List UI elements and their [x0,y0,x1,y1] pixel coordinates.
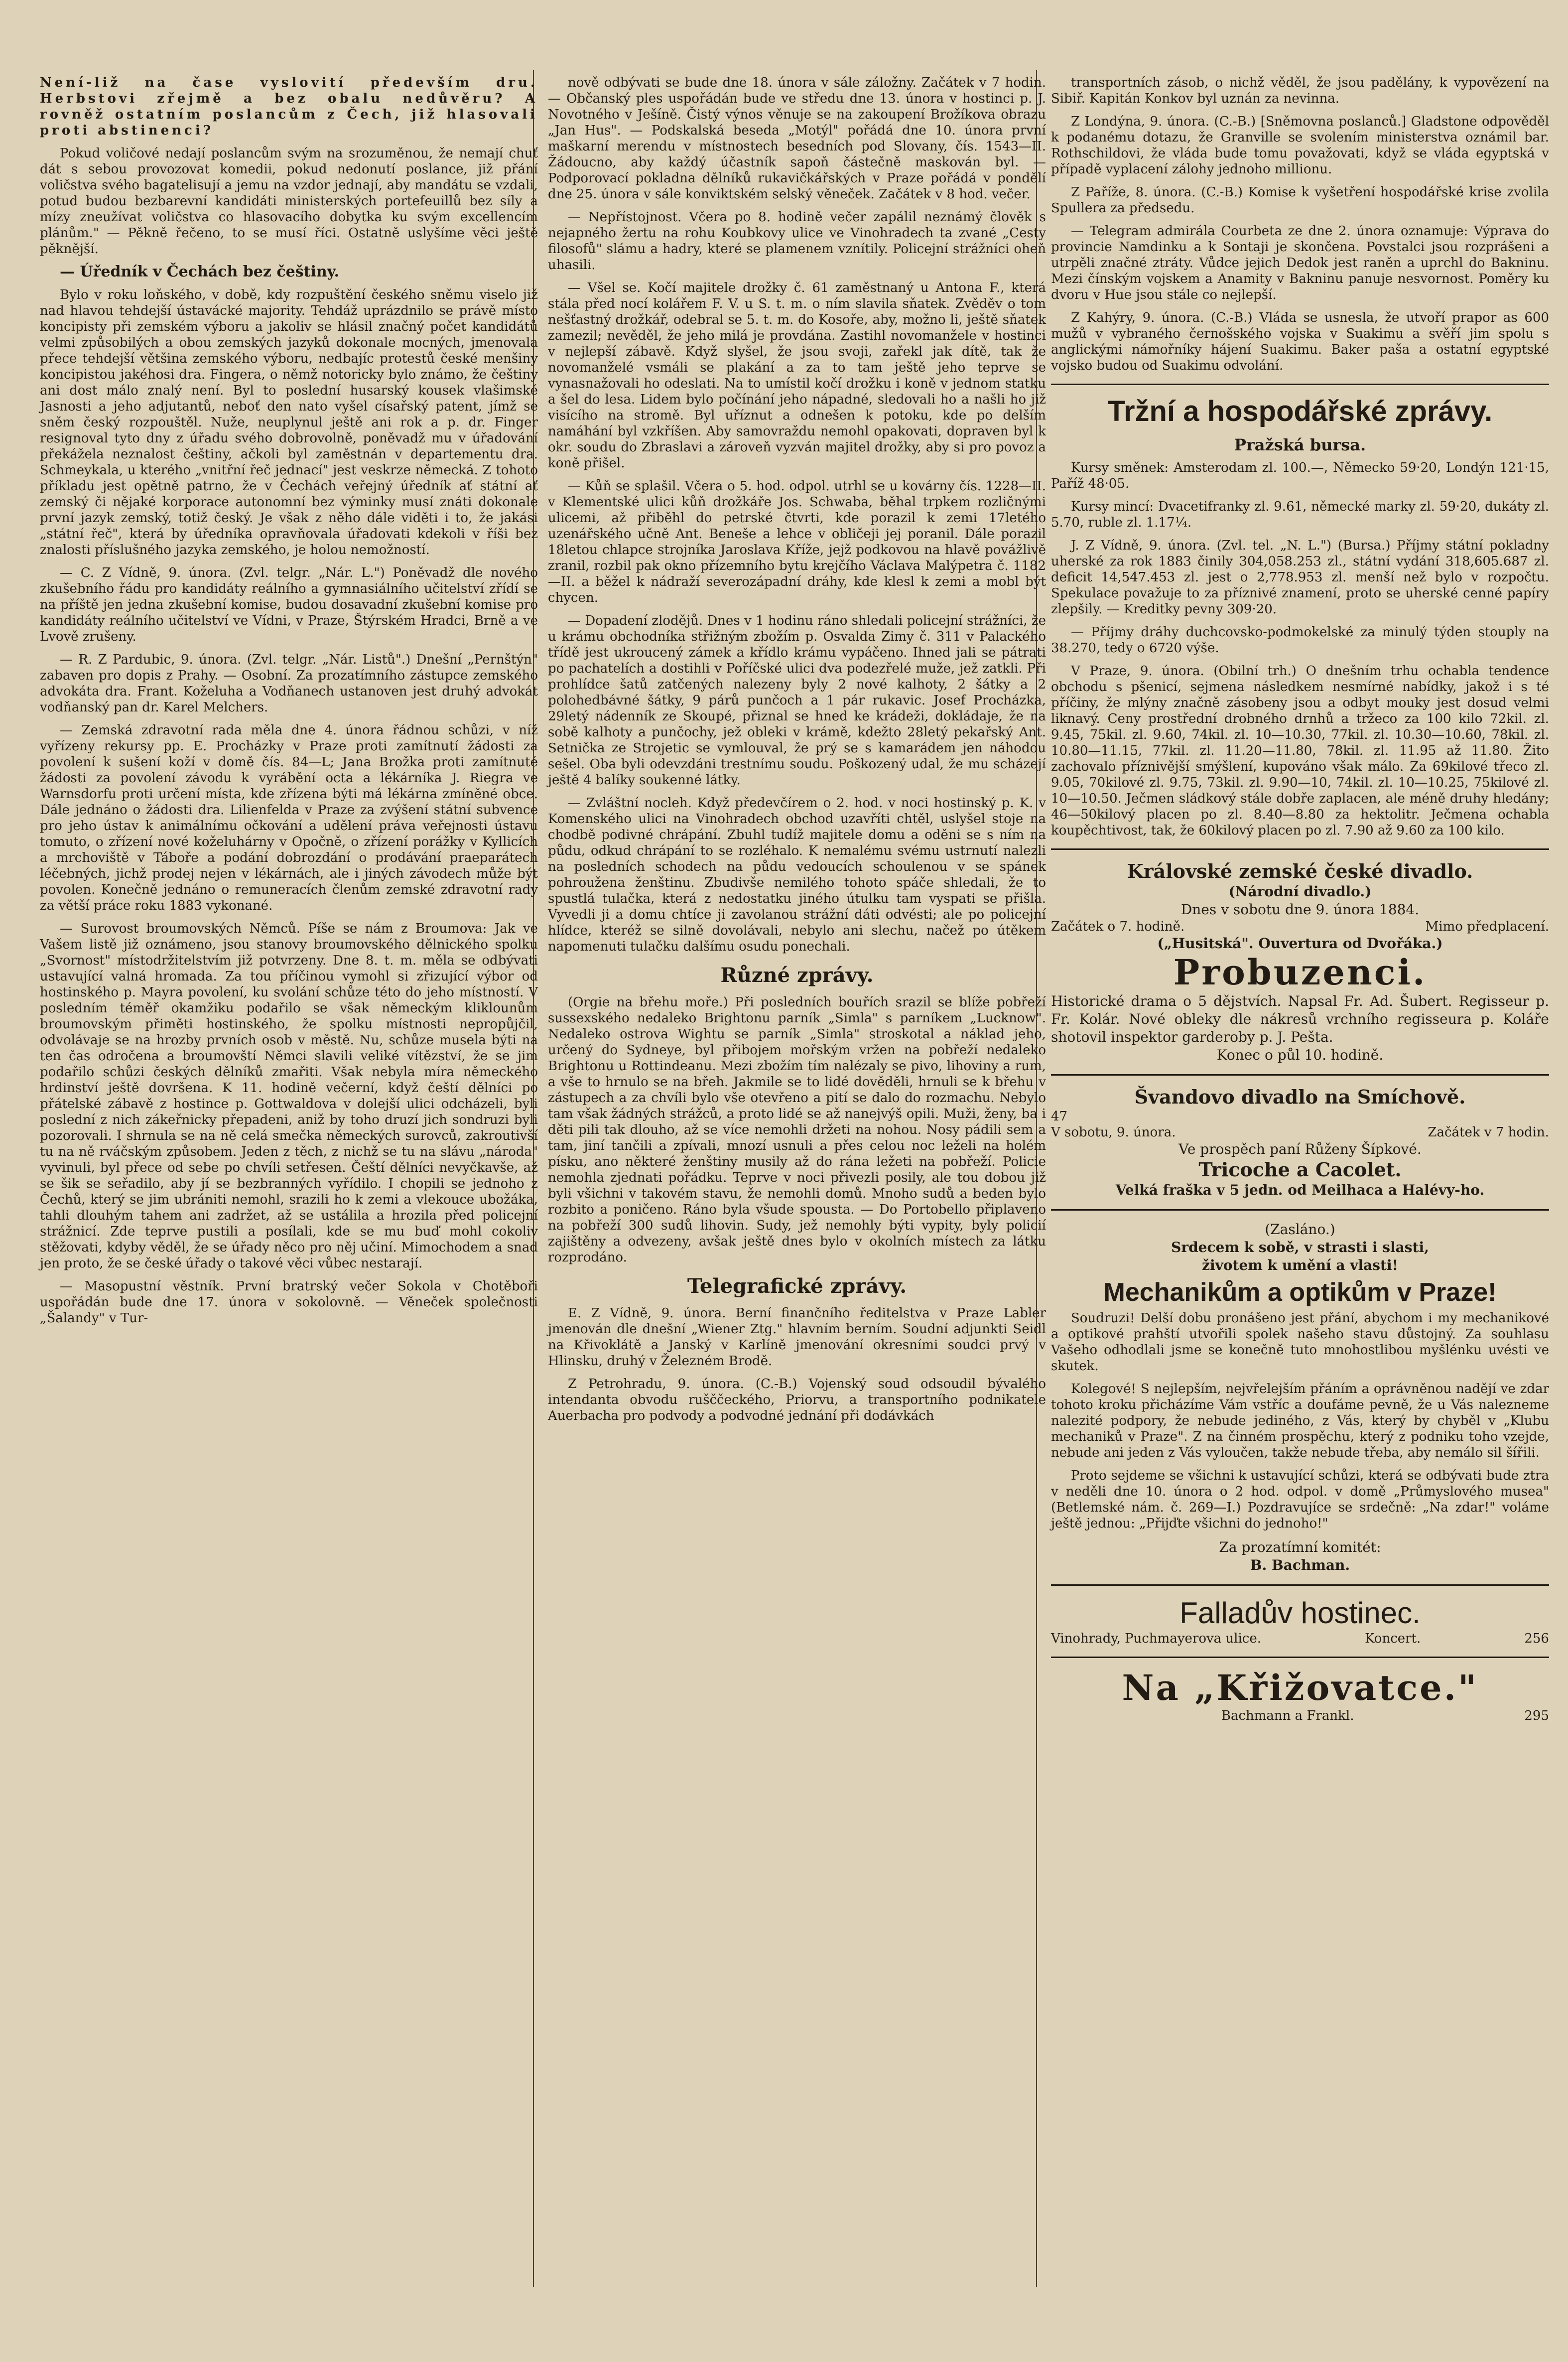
article-paragraph: E. Z Vídně, 9. února. Berní finančního ředitelstva v Praze Labler jmenován dle dnešní „Wiener Ztg." hlavním berním. Soudní adjunkti Seidl na Křivoklátě a Janský v Karlíně jmenování okresními soudci prvý v Hlinsku, druhý v Železném Brodě. [548,1306,1046,1369]
divider [1051,384,1549,385]
article-paragraph: transportních zásob, o nichž věděl, že jsou padělány, k vypovězení na Sibiř. Kapitán Konkov byl uznán za nevinna. [1051,75,1549,106]
article-paragraph: Pokud voličové nedají poslancům svým na srozuměnou, že nemají chuť dát s sebou provozovat komedii, pokud nedonutí poslance, již přání voličstva svého bagatelisují a jemu na vzdor jednají, aby mandátu se vzdali, potud budou bezbarevní kandidáti ministerských portefeuillů bez síly a mízy zneužívat voličstva co hlasovacího dobytka ku svým excellencím plánům." — Pěkně řečeno, to se musí říci. Ostatně uslyšíme věci ještě pěknější. [40,146,538,257]
ad-motto: Srdecem k sobě, v strasti i slasti, [1171,1239,1429,1255]
theatre-number: 47 [1051,1109,1068,1124]
article-paragraph: — Surovost broumovských Němců. Píše se nám z Broumova: Jak ve Vašem listě již oznámeno, jsou stanovy broumovského dělnického spolku „Svornost" místodržitelstvím již potvrzeny. Dne 8. t. m. měla se odbývati ustavující valná hromada. Za tou příčinou vymohl si zřizující výbor od hostinského p. Mayra povolení, ku svolání schůze této do jeho místností. V posledním téměř okamžiku podařilo se však německým kliklounům broumovským přiměti hostinského, že spolku místnosti nepropůjčil, odvolávaje se na hrozby prvních osob v městě. Nu, schůze musela býti na ten čas odročena a broumovští Němci slavili veliké vítězství, že se jim podařilo schůzi českých dělníků zmařiti. Však nebyla míra německého hrdinství ještě dovršena. K 11. hodině večerní, když čeští dělníci po přátelské zábavě z hostince p. Gottwaldova v dolejší ulici odcházeli, byli poslední z nich zákeřnicky přepadeni, aniž by toho druzí jich sondruzi byli pozorovali. I shrnula se na ně celá smečka německých surovců, zakroutivší tu na ně rváčským způsobem. Jeden z těch, z nichž se tu na slávu „národa" vyvinuli, byl přece od sebe po chvíli setřesen. Čeští dělníci nevyčkavše, až se šik se seřadilo, aby jí se bezbranných vyřídilo. I chopili se jednoho z Čechů, který se jim ubrániti nemohl, srazili ho k zemi a vlekouce ubožáka, tahli dlouhým tahem ani zadržet, až se ustálila a hrozila před policejní strážnicí. Zde teprve pustili a posílali, kde se mu buď mohl cokoliv stěžovati, kdyby věděl, že se úřady něco pro něj učiní. Mimochodem a snad jen proto, že se české úřady o takové věci vůbec nestarají. [40,921,538,1271]
article-paragraph: — Dopadení zlodějů. Dnes v 1 hodinu ráno shledali policejní strážníci, že u krámu obchodníka střižným zbožím p. Osvalda Zimy č. 311 v Palackého třídě jest ukroucený zámek a křídlo krámu vypáčeno. Ihned jali se pátrati po pachatelích a dostihli v Poříčské ulici dva podezřelé muže, jež zatkli. Při prohlídce šatů zatčených nalezeny byly 2 nové kalhoty, 2 šátky a 2 polohedbávné šátky, 9 párů punčoch a 1 pár rukavic. Josef Procházka, 29letý nádenník ze Skoupé, přiznal se hned ke krádeži, dokládaje, že na sobě kalhoty a punčochy, jež obleki v krámě, kdežto 28letý pekařský Ant. Setnička ze Strojetic se vymlouval, že prý se s kamarádem jen náhodou sešel. Oba byli odevzdáni trestnímu soudu. Poškozený udal, že mu scházejí ještě 4 balíky soukenné látky. [548,613,1046,788]
article-paragraph: nově odbývati se bude dne 18. února v sále záložny. Začátek v 7 hodin. — Občanský ples uspořádán bude ve středu dne 13. února v hostinci p. J. Novotného v Ješíně. Čistý výnos věnuje se na zakoupení Brožíkova obrazu „Jan Hus". — Podskalská beseda „Motýl" pořádá dne 10. února první maškarní merendu v místnostech besedních pod Slovany, čís. 1543—II. Žádoucno, aby každý účastník sapoň částečně maskován byl. — Podporovací pokladna dělníků rukavičkářských v Praze pořádá v pondělí dne 25. února v sále konviktském selský věneček. Začátek v 8 hod. večer. [548,75,1046,202]
ad-signature: B. Bachman. [1250,1557,1350,1573]
subheading-bursa: Pražská bursa. [1234,435,1366,454]
article-heading: — Úředník v Čechách bez češtiny. [60,263,340,280]
inn-ad-krizovatka [1051,1668,1549,1724]
ad-body: Kolegové! S nejlepším, nejvřelejším přáním a oprávněnou nadějí ve zdar tohoto kroku přicházíme Vám vstříc a doufáme pevně, že u Vás nalezneme nalezité podpory, že nebude jediného, z Vás, který by chyběl v „Klubu mechaniků v Praze". Z na činném prospěchu, který z podniku toho vzejde, nebude ani jeden z Vás vyloučen, takže nebude třeba, aby nemálo sil šířili. [1051,1382,1549,1460]
article-paragraph: — C. Z Vídně, 9. února. (Zvl. telgr. „Nár. L.") Poněvadž dle nového zkušebního řádu pro kandidáty reálního a gymnasiálního učitelství zřídí se na příště jen jedna zkušební komise, budou dosavadní zkušební komise pro kandidáty reálního učitelství ve Vídni, v Praze, Štýrském Hradci, Brně a ve Lvově zrušeny. [40,565,538,644]
ad-concert: Koncert. [1365,1631,1421,1646]
column-1 [40,75,538,1333]
article-paragraph: — Telegram admirála Courbeta ze dne 2. února oznamuje: Výprava do provincie Namdinku a k Sontaji je skončena. Povstalci jsou rozprášeni a utrpěli značné ztráty. Vůdce jejich Dedok jest raněn a uprchl do Bakninu. Mezi čínským vojskem a Anamity v Bakninu panuje nesvornost. Poměry ku dvoru v Hue jsou stále co nejlepší. [1051,224,1549,302]
theatre-description: Velká fraška v 5 jedn. od Meilhaca a Halévy-ho. [1115,1182,1485,1198]
article-paragraph: Z Paříže, 8. února. (C.-B.) Komise k vyšetření hospodářské krise zvolila Spullera za předsedu. [1051,185,1549,216]
theatre-play: Tricoche a Cacolet. [1198,1158,1402,1181]
theatre-subtitle: (Národní divadlo.) [1228,883,1372,900]
theatre-start: Začátek v 7 hodin. [1428,1125,1549,1140]
article-paragraph: Z Petrohradu, 9. února. (C.-B.) Vojenský soud odsoudil bývalého intendanta obvodu rušččeckého, Priorvu, a transportního podnikatele Auerbacha pro podvody a podvodné jednání při dodávkách [548,1377,1046,1423]
theatre-ad-national [1051,860,1549,1064]
article-paragraph: (Orgie na břehu moře.) Při posledních bouřích srazil se blíže pobřeží sussexského nedaleko Brightonu parník „Simla" s parníkem „Lucknow". Nedaleko ostrova Wightu se parník „Simla" stroskotal a náklad jeho, určený do Sydneye, byl přibojem mořským vržen na pobřeží nedaleko Brightonu u Rottindeanu. Mezi zbožím tím nalézaly se pivo, lihoviny a rum, a vše to hrnulo se na břeh. Jakmile se to lidé dověděli, hrnuli se k břehu v zástupech a za chvíli bylo vše otevřeno a pití se dalo do rozmachu. Nebylo tam však žádných strážců, a proto lidé se až nanejvýš opili. Muži, ženy, ba i děti pili tak dlouho, až se více nemohli držeti na nohou. Nosy pádili sem a tam, jiní tančili a zpívali, mnozí usnuli a přes celou noc leželi na holém písku, ano některé ženštiny musily až do rána ležeti na pobřeží. Policie nemohla zjednati pořádku. Teprve v noci přivezli posily, ale tou dobou již byli všichni v takovém stavu, že nemohli domů. Mnoho sudů a beden bylo rozbito a poničeno. Ráno byla všude spousta. — Do Portobello připlaveno na pobřeží 300 sudů lihovin. Sudy, jež nemohly býti vypity, byly policií zajištěny a odvezeny, avšak ještě dnes bylo v okolních místech za látku rozprodáno. [548,995,1046,1265]
article-paragraph: — R. Z Pardubic, 9. února. (Zvl. telgr. „Nár. Listů".) Dnešní „Pernštýn" zabaven pro dopis z Prahy. — Osobní. Za prozatímního zástupce zemského advokáta dra. Frant. Koželuha a Vodňanech ustanoven jest druhý advokát vodňanský pan dr. Karel Melchers. [40,652,538,715]
theatre-play: Probuzenci. [1173,952,1427,993]
ad-note: (Zasláno.) [1265,1221,1335,1238]
section-heading-telegraficke: Telegrafické zprávy. [687,1274,907,1298]
article-paragraph: — Nepřístojnost. Včera po 8. hodině večer zapálil neznámý člověk s nejapného žertu na rohu Koubkovy ulice ve Vinohradech ta zvané „Cesty filosofů" slámu a hadry, které se plamenem vznítily. Policejní strážníci oheň uhasili. [548,210,1046,273]
column-2 [548,75,1046,1431]
section-heading-ruzne: Různé zprávy. [720,964,874,987]
theatre-overture: („Husitská". Ouvertura od Dvořáka.) [1157,935,1443,952]
column-3 [1051,75,1549,1729]
article-paragraph: — Příjmy dráhy duchcovsko-podmokelské za minulý týden stouply na 38.270, tedy o 6720 výše. [1051,625,1549,656]
ad-code: 295 [1524,1708,1549,1723]
theatre-description: Historické drama o 5 dějstvích. Napsal Fr. Ad. Šubert. Regisseur p. Fr. Kolár. Nové obleky dle nákresů vrchního regisseura p. Koláře shotovil inspektor garderoby p. J. Pešta. [1051,993,1549,1045]
theatre-ad-svanda [1051,1086,1549,1199]
ad-title: Falladův hostinec. [1179,1596,1421,1630]
ad-title: Na „Křižovatce." [1122,1667,1478,1708]
article-lead: Není-liž na čase vyslovití především dru. Herbstovi zřejmě a bez obalu nedůvěru? A rovněž ostatním poslancům z Čech, již hlasovali proti abstinenci? [40,75,538,138]
article-paragraph: — Zvláštní nocleh. Když předevčírem o 2. hod. v noci hostinský p. K. v Komenského ulici na Vinohradech obchod uzavříti chtěl, uslyšel stoje na chodbě podivné chrápání. Zbuhl tudíž majitele domu a oděni se s ním na půdu, odkud chrápání to se rozléhalo. K nemalému svému ustrnutí nalezli na posledních schodech na půdu vedoucích schoulenou v se spánek pohroužena ženštinu. Zbudivše nemilého tohoto spáče shledali, že to spustlá tulačka, která z nedostatku jiného útulku tam vyspati se přišla. Vyvedli ji a domu chtíce ji zavolanou strážní dáti odvésti; ale po policejní hlídce, kteréž se silně dovolávali, nebylo ani slechu, načež po útěkem napomenuti tulačku dalšímu osudu ponechali. [548,796,1046,954]
ad-body: Soudruzi! Delší dobu pronášeno jest přání, abychom i my mechanikové a optikové prahští utvořili spolek našeho stavu důstojný. Za souhlasu Vašeho odhodlali jsme se konečně tuto mnohostlibou myšlénku uvésti ve skutek. [1051,1311,1549,1374]
theatre-title: Švandovo divadlo na Smíchově. [1134,1086,1466,1108]
theatre-date: Dnes v sobotu dne 9. února 1884. [1180,901,1420,918]
section-heading-trzni: Tržní a hospodářské zprávy. [1107,395,1493,427]
article-paragraph: — Masopustní věstník. První bratrský večer Sokola v Chotěboři uspořádán bude dne 17. února v sokolovně. — Věneček společnosti „Šalandy" v Tur- [40,1279,538,1326]
article-paragraph: Kursy mincí: Dvacetifranky zl. 9.61, německé marky zl. 59·20, dukáty zl. 5.70, ruble zl. 1.17¼. [1051,499,1549,530]
ad-motto: životem k umění a vlasti! [1202,1257,1398,1273]
article-paragraph: J. Z Vídně, 9. února. (Zvl. tel. „N. L.") (Bursa.) Příjmy státní pokladny uherské za rok 1883 činily 304,058.253 zl., státní vydání 318,605.687 zl. deficit 14,547.453 zl. jest o 2,778.953 zl. menší než bylo v rozpočtu. Spekulace považuje to za příznivé znamení, proto se uherské cenné papíry zlepšily. — Kreditky pevny 309·20. [1051,538,1549,617]
article-paragraph: Z Londýna, 9. února. (C.-B.) [Sněmovna poslanců.] Gladstone odpověděl k podanému dotazu, že Granville se svolením ministerstva oznámil bar. Rothschildovi, že vláda bude tomu považovati, když se vláda egyptská v případě vyplacení zálohy jednoho millionu. [1051,114,1549,177]
theatre-extra: Mimo předplacení. [1425,919,1549,934]
ad-sign-label: Za prozatímní komitét: [1219,1539,1381,1555]
inn-ad-fallada [1051,1596,1549,1647]
club-ad [1051,1221,1549,1574]
theatre-start: Začátek o 7. hodině. [1051,919,1185,934]
ad-code: 256 [1524,1631,1549,1646]
ad-body: Proto sejdeme se všichni k ustavující schůzi, která se odbývati bude ztra v neděli dne 10. února o 2 hod. odpol. v domě „Průmyslového musea" (Betlemské nám. č. 269—I.) Pozdravujíce se srdečně: „Na zdar!" voláme ještě jednou: „Přijďte všichni do jednoho!" [1051,1468,1549,1531]
ad-title: Mechanikům a optikům v Praze! [1103,1278,1497,1307]
article-paragraph: Kursy směnek: Amsterodam zl. 100.—, Německo 59·20, Londýn 121·15, Paříž 48·05. [1051,460,1549,491]
article-paragraph: V Praze, 9. února. (Obilní trh.) O dnešním trhu ochabla tendence obchodu s pšenicí, sejmena následkem nesmírné nabídky, jakož i s té příčiny, že mlýny značně zásobeny jsou a odbyt mouky jest dosud velmi liknavý. Ceny prostřední drobného drnhů a tržeco za 100 kilo 72kil. zl. 9.45, 75kil. zl. 9.60, 74kil. zl. 10—10.30, 77kil. zl. 10.30—10.60, 78kil. zl. 10.80—11.15, 77kil. zl. 11.20—11.80, 78kil. zl. 11.95 až 11.80. Žito zachovalo příznivější smýšlení, kupováno však málo. Za 69kilové třeco zl. 9.05, 70kilové zl. 9.75, 73kil. zl. 9.90—10, 74kil. zl. 10—10.25, 75kilové zl. 10—10.50. Ječmen sládkový stále dobře zaplacen, ale méně druhy hledány; 46—50kilový placen po zl. 8.40—8.80 za hektolitr. Ječmena ochabla koupěchtivost, tak, že 60kilový placen po zl. 7.90 až 9.60 za 100 kilo. [1051,664,1549,838]
article-paragraph: — Kůň se splašil. Včera o 5. hod. odpol. utrhl se u kovárny čís. 1228—II. v Klementské ulici kůň drožkáře Jos. Schwaba, běhal trpkem rozličnými ulicemi, až přiběhl do petrské čtvrti, kde porazil k zemi 17letého uzenářského učně Ant. Beneše a lehce v obličeji jej poranil. Dále porazil 18letou chlapce strojníka Jaroslava Kříže, jejž podkovou na hlavě povážlivě zranil, rozbil pak okno přízemního bytu krejčího Václava Malýpetra č. 1182—II. a běžel k nádraží severozápadní dráhy, kde klesl k zemi a mobl být chycen. [548,479,1046,605]
divider [1051,848,1549,850]
divider [1051,1074,1549,1076]
divider [1051,1657,1549,1658]
theatre-title: Královské zemské české divadlo. [1127,860,1473,882]
article-paragraph: Z Kahýry, 9. února. (C.-B.) Vláda se usnesla, že utvoří prapor as 600 mužů v vybraného černošského vojska v Suakimu a svěří jim spolu s anglickými námořníky hájení Suakimu. Baker paša a ostatní egyptské vojsko budou od Suakimu odvolání. [1051,310,1549,373]
article-paragraph: Bylo v roku loňského, v době, kdy rozpuštění českého sněmu viselo již nad hlavou tehdejší ústavácké majority. Tehdáž uprázdnilo se právě místo koncipisty při zemském výboru a jakoliv se hlásil značný počet kandidátů velmi způsobilých a obou zemských jazyků dokonale mocných, jmenovala přece tehdejší většina zemského výboru, nedbajíc protestů české menšiny koncipistou jakéhosi dra. Fingera, o němž notoricky bylo známo, že češtiny ani dost málo znalý není. Byl to poslední husarský kousek vlašimské Jasnosti a jeho adjutantů, neboť den nato vyšel císařský patent, jímž se sněm český rozpouštěl. Nuže, neuplynul ještě ani rok a p. dr. Finger resignoval tyto dny z úřadu svého dobrovolně, poněvadž mu v úřadování překážela neznalost češtiny, ačkoli byl zaměstnán v departementu dra. Schmeykala, u kterého „vnitřní řeč jednací" jest veskrze německá. Z tohoto příkladu jest opětně patrno, že v Čechách veřejný úředník ať státní ať zemský či nějaké korporace autonomní bez výminky musí znáti dokonale první jazyk zemský, totiž český. Je však z něho dále viděti i to, že jakási „státní řeč", která by úředníka opravňovala úřadovati kdekoli v říši bez znalosti příslušného jazyka zemského, je holou nemožností. [40,287,538,557]
theatre-day: V sobotu, 9. února. [1051,1125,1176,1140]
ad-address: Vinohrady, Puchmayerova ulice. [1051,1631,1262,1646]
article-paragraph: — Zemská zdravotní rada měla dne 4. února řádnou schůzi, v níž vyřízeny rekursy pp. E. Procházky v Praze proti zamítnutí žádosti za povolení k sušení koží v domě čís. 84—L; Jana Brožka proti zamítnuté žádosti za povolení závodu k vyrábění octa a lékárníka J. Riegra ve Warnsdorfu proti určení místa, kde zřízena býti má lékárna zmíněné obce. Dále jednáno o žádosti dra. Lilienfelda v Praze za zvýšení státní subvence pro jeho ústav k animálnímu očkování a udělení práva veřejnosti ústavu tomuto, o zřízení nové koželuhárny v Opočně, o zřízení porážky v Kyllicích a mrchoviště v Táboře a podání dobrozdání o prodávání praeparátech léčebných, jichž prodej nejen v lékárnách, ale i jiných závodech může být povolen. Konečně jednáno o remuneracích členům zemské zdravotní rady za větší práce roku 1883 vykonané. [40,723,538,913]
theatre-end: Konec o půl 10. hodině. [1216,1047,1384,1063]
divider [1051,1209,1549,1211]
article-paragraph: — Všel se. Kočí majitele drožky č. 61 zaměstnaný u Antona F., která stála před nocí kolářem F. V. u S. t. m. o ním slavila sňatek. Zvěděv o tom nešťastný drožkář, odebral se 5. t. m. do Kosoře, aby, možno li, ještě sňatek zamezil; nevěděl, že jeho milá je provdána. Zastihl novomanžele v hostinci v nejlepší zábavě. Když slyšel, že jsou svoji, zařekl jak dítě, tak že novomanželé vsmáli se plakání a za to tam ještě jeho teprve se vynasnažovali ho odeslati. Na to umístil kočí drožku i koně v jednom statku a šel do lesa. Lidem bylo počínání jeho nápadné, sledovali ho a našli ho již visícího na stromě. Byl uříznut a odnešen k potoku, kde po delším namáhání byl vzkříšen. Aby samovraždu nemohl opakovati, dopraven byl k okr. soudu do Zbraslavi a zároveň vyzván majitel drožky, aby si pro povoz a koně přišel. [548,280,1046,471]
theatre-benefit: Ve prospěch paní Růženy Šípkové. [1178,1141,1422,1157]
ad-names: Bachmann a Frankl. [1221,1708,1354,1723]
divider [1051,1584,1549,1586]
